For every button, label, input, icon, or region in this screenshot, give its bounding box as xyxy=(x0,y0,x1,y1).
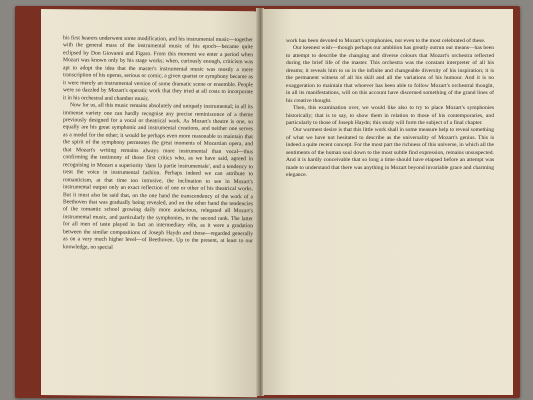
paragraph: Now for us, all this music remains absolutely and uniquely instrumental; in all its immense variety one can hardly recognise any precise reminiscence of a theme previously designed for a vocal or theatrical work. As Mozart's theatre is one, so equally are his great symphonic and instrumental creations, and neither one serves as a model for the other; it would be perhaps even more reasonable to maintain that the spirit of the symphony permeates the great moments of Mozartian opera, and that Mozart's writing remains always more instrumental than vocal—thus confirming the testimony of those first critics who, as we have said, agreed in recognising in Mozart a superiority 'dans la partie instrumentale', and a tendency to treat the voice in instrumental fashion. Perhaps indeed we can attribute to romanticism, at that time too intrusive, the inclination to see in Mozart's instrumental output only an exact reflection of one or other of his theatrical works. But it must also be said that, on the one hand the transcendency of the work of a Beethoven that was gradually being revealed, and on the other hand the tendencies of the romantic school growing daily more audacious, relegated all Mozart's instrumental music, and particularly the symphonies, to the second rank. The latter for all men of taste played in fact an intermediary rôle, as it were a gradation between the similar compositions of Joseph Haydn and those—regarded generally as on a very much higher level—of Beethoven. Up to the present, at least to our knowledge, no special xyxy=(63,102,253,251)
right-page xyxy=(263,9,513,395)
left-page-text xyxy=(63,35,253,253)
paragraph: Then, this examination over, we would like also to try to place Mozart's symphonies historically; that is to say, to show them in relation to those of his contemporaries, and particularly to those of Joseph Haydn; this study will form the subject of a final chapter. xyxy=(286,105,494,126)
paragraph: work has been devoted to Mozart's symphonies, nor even to the most celebrated of these. xyxy=(286,38,486,44)
right-page-text xyxy=(286,38,494,180)
paragraph: Our warmest desire is that this little work shall in some measure help to reveal something of what we have not hesitated to describe as the universality of Mozart's genius. This is indeed a quite recent concept. For the most part the richness of this universe, in which all the sentiments of the human soul down to the most subtle find expression, remains unsuspected. And it is hardly conceivable that so long a time should have elapsed before an attempt was made to understand that there was anything in Mozart beyond invariable grace and charming elegance. xyxy=(286,127,494,179)
left-page xyxy=(41,9,257,397)
paragraph: his first hearers underwent some modification, and his instrumental music—together with the general mass of the instrumental music of his epoch—became quite eclipsed by Don Giovanni and Figaro. From this moment we enter a period when Mozart was known only by his stage works; when, curiously enough, criticism was apt to adopt the idea that the master's instrumental music was mostly a mere transcription of his operas, serious or comic; a given quartet or symphony became as it were merely an instrumental version of some dramatic scene or ensemble. People were so dazzled by Mozart's operatic work that they tried at all costs to incorporate it in his orchestral and chamber music. xyxy=(63,35,253,102)
paragraph: Our keenest wish—though perhaps our ambition has greatly outrun our means—has been to attempt to describe the changing and diverse colours that Mozart's orchestra reflected during the brief life of the master. This orchestra was the constant interpreter of all his dreams; it reveals him to us in the infinite and changeable diversity of his inspiration; it is the permanent witness of all his skill and all the variations of his humour. And it is no exaggeration to maintain that whoever has been able to follow Mozart's orchestral thought, in all its manifestations, will on this account have discerned something of the grand lines of his creative thought. xyxy=(286,45,494,104)
